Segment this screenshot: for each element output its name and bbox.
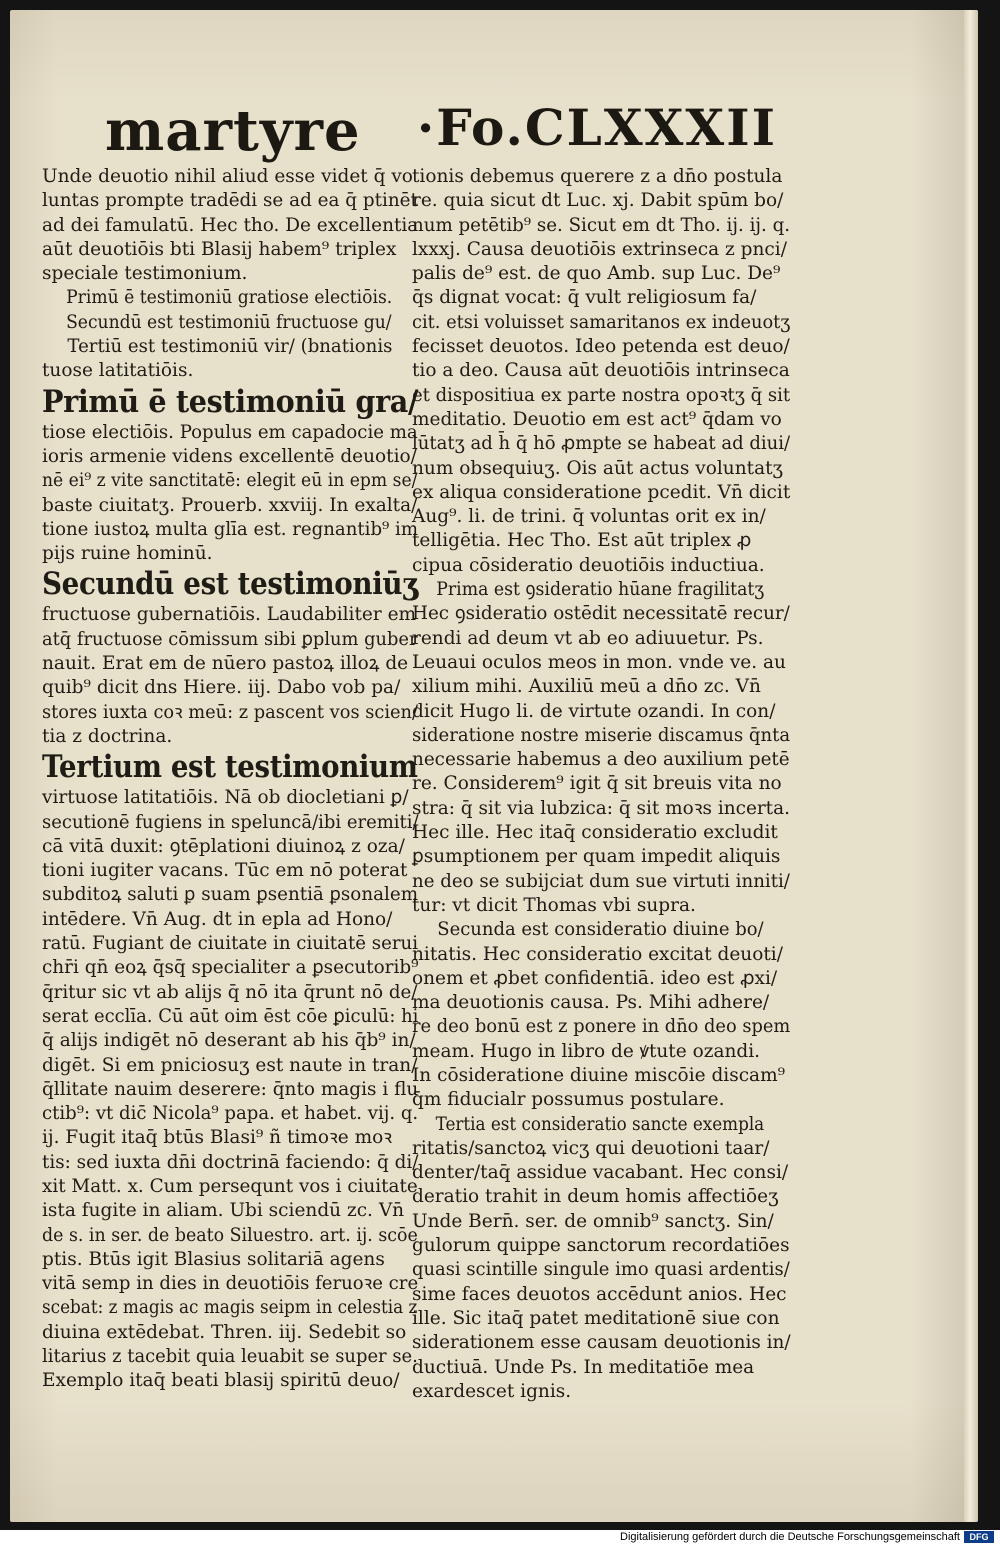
text-line: num petētib⁹ se. Sicut em dt Tho. ij. ij. q. [412, 214, 791, 236]
section-heading: Tertium est testimonium [42, 749, 418, 786]
text-line: fructuose gubernatiōis. Laudabiliter em [42, 604, 417, 626]
text-line: Exemplo itaq̄ beati blasij spiritū deuo/ [42, 1370, 400, 1392]
text-line: In cōsideratione diuine miscōie discam⁹ [412, 1064, 786, 1086]
text-line: quasi scintille singule imo quasi ardentis/ [412, 1259, 790, 1281]
text-line: siderationem esse causam deuotionis in/ [412, 1332, 791, 1354]
text-line: rendi ad deum vt ab eo adiuuetur. Ps. [412, 627, 764, 649]
text-line: nauit. Erat em de nūero pastoꝝ illoꝝ de [42, 653, 409, 675]
text-line: Tertia est consideratio sancte exempla [435, 1113, 765, 1135]
text-line: xilium mihi. Auxiliū meū a dn̄o zc. Vn̄ [412, 676, 761, 698]
text-line: xit Matt. x. Cum persequnt vos i ciuitate [42, 1175, 418, 1197]
text-line: et dispositiua ex parte nostra opoꝛtʒ q̄ sit [412, 384, 791, 406]
text-line: de s. in ser. de beato Siluestro. art. ij. scōe [42, 1224, 418, 1246]
text-line: ductiuā. Unde Ps. In meditatiōe mea [412, 1356, 755, 1378]
text-line: tuose latitatiōis. [42, 360, 194, 382]
text-line: secutionē fugiens in speluncā/ibi eremiti/ [42, 811, 419, 833]
text-line: scebat: z magis ac magis seipm in celestia z [42, 1297, 418, 1319]
running-head-title: martyre [105, 98, 361, 164]
text-line: diuina extēdebat. Thren. iij. Sedebit so [42, 1321, 407, 1343]
text-line: ritatis/sanctoꝝ vicʒ qui deuotioni taar/ [412, 1137, 770, 1159]
text-line: aūt deuotiōis bti Blasij habem⁹ triplex [42, 238, 397, 260]
text-line: gulorum quippe sanctorum recordatiōes [412, 1235, 790, 1257]
running-head [105, 98, 777, 168]
text-line: q̄ritur sic vt ab alijs q̄ nō ita q̄runt nō de/ [42, 981, 418, 1003]
text-line: re. Considerem⁹ igit q̄ sit breuis vita no [412, 773, 782, 795]
text-line: re deo bonū est z ponere in dn̄o deo spem [412, 1016, 791, 1038]
section-heading: Secundū est testimoniūʒ [42, 566, 418, 603]
text-line: Unde Bern̄. ser. de omnib⁹ sanctʒ. Sin/ [412, 1210, 774, 1232]
text-line: fecisset deuotos. Ideo petenda est deuo/ [412, 336, 790, 358]
text-line: litarius z tacebit quia leuabit se super se. [42, 1346, 418, 1368]
text-line: denter/taq̄ assidue vacabant. Hec consi/ [412, 1162, 789, 1184]
text-line: re. quia sicut dt Luc. xj. Dabit spūm bo/ [412, 190, 784, 212]
text-line: Aug⁹. li. de trini. q̄ voluntas orit ex in/ [412, 506, 766, 528]
text-line: dicit Hugo li. de virtute ozandi. In con/ [412, 700, 776, 722]
text-line: virtuose latitatiōis. Nā ob diocletiani ꝑ/ [42, 787, 409, 809]
text-line: intēdere. Vn̄ Aug. dt in epla ad Hono/ [42, 908, 393, 930]
text-line: Secunda est consideratio diuine bo/ [437, 919, 764, 941]
section-heading: Primū ē testimoniū gra/ [42, 383, 419, 420]
text-line: meam. Hugo in libro de ꝟtute ozandi. [412, 1040, 761, 1062]
text-line: palis de⁹ est. de quo Amb. sup Luc. De⁹ [412, 263, 781, 285]
text-line: cā vitā duxit: ꝯtēplationi diuinoꝝ z oza/ [42, 835, 405, 857]
text-line: ioris armenie videns excellentē deuotio/ [42, 445, 417, 467]
text-line: tionis debemus querere z a dn̄o postula [412, 166, 783, 187]
text-line: ista fugite in aliam. Ubi sciendū zc. Vn̄ [42, 1200, 405, 1222]
text-line: ptis. Btūs igit Blasius solitariā agens [42, 1248, 385, 1270]
text-line: tur: vt dicit Thomas vbi supra. [412, 894, 696, 916]
text-line: cit. etsi voluisset samaritanos ex indeuotʒ [412, 311, 791, 333]
text-line: stores iuxta coꝛ meū: z pascent vos scien/ [42, 701, 419, 723]
text-line: ratū. Fugiant de ciuitate in ciuitatē serui [42, 933, 419, 955]
text-line: vitā semp in dies in deuotiōis feruoꝛe cre [42, 1273, 419, 1295]
text-line: num obsequiuʒ. Ois aūt actus voluntatʒ [412, 457, 783, 479]
text-line: serat ecclīa. Cū aūt oim ēst cōe ꝑiculū: hi [42, 1005, 419, 1027]
text-line: Leuaui oculos meos in mon. vnde ve. au [412, 651, 786, 673]
text-line: ij. Fugit itaq̄ btūs Blasi⁹ ñ timoꝛe moꝛ [42, 1127, 393, 1149]
text-line: stra: q̄ sit via lubzica: q̄ sit moꝛs incerta. [412, 797, 790, 819]
text-line: ma deuotionis causa. Ps. Mihi adhere/ [412, 992, 770, 1014]
text-line: Unde deuotio nihil aliud esse videt q̄ vo [42, 166, 413, 187]
text-line: nē ei⁹ z vite sanctitatē: elegit eū in epm se/ [42, 470, 418, 492]
text-line: chr̄i qn̄ eoꝝ q̄sq̄ specialiter a ꝑsecutorib⁹ [42, 957, 419, 979]
funding-credit: Digitalisierung gefördert durch die Deutsche Forschungsgemeinschaft [620, 1531, 960, 1543]
text-line: Tertiū est testimoniū vir/ (bnationis [67, 336, 393, 358]
text-line: atq̄ fructuose cōmissum sibi ꝑplum guber [42, 628, 418, 650]
text-line: q̄llitate nauim deserere: q̄nto magis i flu [42, 1078, 419, 1100]
text-line: lūtatʒ ad h̄ q̄ hō ꝓmpte se habeat ad diui/ [412, 433, 791, 455]
text-line: speciale testimonium. [42, 263, 248, 285]
text-line: subditoꝝ saluti ꝑ suam ꝑsentiā ꝑsonalem [42, 884, 419, 906]
text-line: pijs ruine hominū. [42, 543, 213, 565]
text-line: ille. Sic itaq̄ patet meditationē siue con [412, 1307, 780, 1329]
text-line: quib⁹ dicit dns Hiere. iij. Dabo vob pa/ [42, 677, 401, 699]
text-line: sime faces deuotos accēdunt anios. Hec [412, 1283, 787, 1305]
folio-number: ·Fo.CLXXXII [416, 98, 777, 157]
text-line: ad dei famulatū. Hec tho. De excellentia [42, 214, 419, 236]
book-page [10, 10, 978, 1522]
text-line: tis: sed iuxta dn̄i doctrinā faciendo: q̄ di/ [42, 1151, 419, 1173]
text-line: deratio trahit in deum homis affectiōeʒ [412, 1186, 779, 1208]
text-line: Prima est ꝯsideratio hūane fragilitatʒ [436, 579, 765, 601]
page-edge [964, 10, 978, 1522]
text-line: baste ciuitatʒ. Prouerb. xxviij. In exalta/ [42, 494, 418, 516]
text-line: tio a deo. Causa aūt deuotiōis intrinseca [412, 360, 790, 382]
text-line: ne deo se subijciat dum sue virtuti inniti/ [412, 870, 790, 892]
text-line: digēt. Si em pniciosuʒ est naute in tran/ [42, 1054, 418, 1076]
text-line: meditatio. Deuotio em est act⁹ q̄dam vo [412, 408, 782, 430]
text-line: sideratione nostre miserie discamus q̄nta [412, 724, 791, 746]
text-line: telligētia. Hec Tho. Est aūt triplex ꝓ [412, 530, 752, 552]
text-line: q̄s dignat vocat: q̄ vult religiosum fa/ [412, 287, 757, 309]
left-text-column [42, 165, 418, 1394]
text-line: lxxxj. Causa deuotiōis extrinseca z pnci/ [412, 238, 787, 260]
text-line: ex aliqua consideratione pcedit. Vn̄ dicit [412, 481, 791, 503]
text-line: q̄m fiducialr possumus postulare. [412, 1089, 725, 1111]
text-line: necessarie habemus a deo auxilium petē [412, 749, 790, 771]
text-line: Secundū est testimoniū fructuose gu/ [66, 311, 392, 333]
text-line: luntas prompte tradēdi se ad ea q̄ ptinēt [42, 190, 418, 212]
text-line: Hec ille. Hec itaq̄ consideratio excludit [412, 822, 778, 844]
text-line: tia z doctrina. [42, 725, 173, 747]
text-line: onem et ꝓbet confidentiā. ideo est ꝓxi/ [412, 967, 778, 989]
text-line: tioni iugiter vacans. Tūc em nō poterat [42, 860, 408, 882]
text-line: ꝑsumptionem per quam impedit aliquis [412, 846, 781, 868]
right-text-column [412, 165, 790, 1404]
text-line: ctib⁹: vt dic̄ Nicola⁹ papa. et habet. vij. q. [42, 1103, 419, 1125]
text-line: cipua cōsideratio deuotiōis inductiua. [412, 554, 765, 576]
dfg-logo: DFG [964, 1531, 994, 1543]
text-line: Hec ꝯsideratio ostēdit necessitatē recur/ [412, 603, 790, 625]
text-line: exardescet ignis. [412, 1380, 572, 1402]
text-line: tiose electiōis. Populus em capadocie ma [42, 421, 418, 443]
text-line: Primū ē testimoniū gratiose electiōis. [66, 287, 393, 309]
text-line: nitatis. Hec consideratio excitat deuoti/ [412, 943, 783, 965]
text-line: q̄ alijs indigēt nō deserant ab his q̄b⁹ in/ [42, 1030, 416, 1052]
text-line: tione iustoꝝ multa glīa est. regnantib⁹ im [42, 518, 419, 540]
